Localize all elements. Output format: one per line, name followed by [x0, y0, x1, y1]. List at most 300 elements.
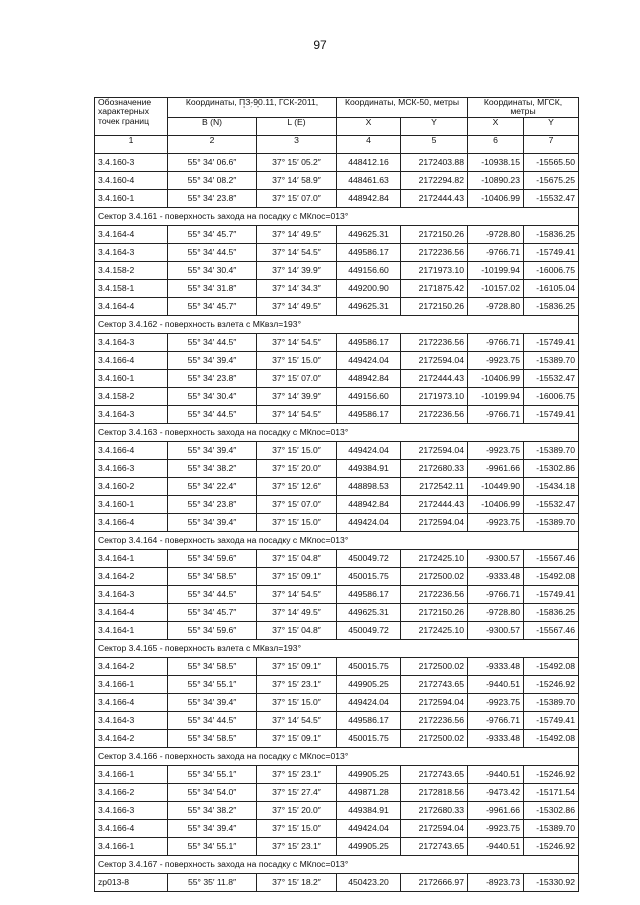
y-msk-cell: 2172500.02 — [401, 729, 468, 747]
x-mgsk-cell: -8923.73 — [468, 873, 524, 891]
y-msk-cell: 2172594.04 — [401, 819, 468, 837]
y-msk-cell: 2171875.42 — [401, 279, 468, 297]
latitude-cell: 55° 34′ 44.5″ — [168, 585, 257, 603]
x-mgsk-cell: -9923.75 — [468, 693, 524, 711]
table-row — [95, 261, 579, 279]
latitude-cell: 55° 34′ 30.4″ — [168, 387, 257, 405]
table-row — [95, 369, 579, 387]
y-mgsk-cell: -15492.08 — [524, 567, 579, 585]
x-msk-cell: 449625.31 — [337, 225, 401, 243]
point-id-cell: 3.4.166-3 — [95, 459, 168, 477]
latitude-cell: 55° 34′ 58.5″ — [168, 567, 257, 585]
longitude-cell: 37° 15′ 07.0″ — [257, 369, 337, 387]
y-msk-cell: 2172594.04 — [401, 351, 468, 369]
x-msk-cell: 448942.84 — [337, 369, 401, 387]
y-msk-cell: 2172236.56 — [401, 585, 468, 603]
table-row — [95, 711, 579, 729]
y-mgsk-cell: -15246.92 — [524, 675, 579, 693]
y-msk-cell: 2172150.26 — [401, 603, 468, 621]
x-mgsk-cell: -9766.71 — [468, 405, 524, 423]
latitude-cell: 55° 34′ 55.1″ — [168, 765, 257, 783]
latitude-cell: 55° 34′ 58.5″ — [168, 657, 257, 675]
y-msk-cell: 2172680.33 — [401, 801, 468, 819]
x-msk-cell: 449424.04 — [337, 693, 401, 711]
table-body — [95, 153, 579, 891]
y-mgsk-cell: -15749.41 — [524, 243, 579, 261]
longitude-cell: 37° 14′ 58.9″ — [257, 171, 337, 189]
point-id-cell: 3.4.158-2 — [95, 261, 168, 279]
table-row — [95, 405, 579, 423]
x-mgsk-cell: -9333.48 — [468, 657, 524, 675]
point-id-cell: 3.4.166-2 — [95, 783, 168, 801]
latitude-cell: 55° 34′ 39.4″ — [168, 693, 257, 711]
x-mgsk-cell: -9440.51 — [468, 675, 524, 693]
table-row — [95, 585, 579, 603]
y-msk-cell: 2172666.97 — [401, 873, 468, 891]
point-id-cell: 3.4.164-3 — [95, 585, 168, 603]
sector-label: Сектор 3.4.163 - поверхность захода на посадку с МКпос=013° — [95, 423, 579, 441]
point-id-cell: 3.4.160-4 — [95, 171, 168, 189]
header-pz-coordinates — [168, 98, 337, 118]
table-row — [95, 873, 579, 891]
table-row — [95, 441, 579, 459]
sector-label: Сектор 3.4.166 - поверхность захода на посадку с МКпос=013° — [95, 747, 579, 765]
y-mgsk-cell: -15836.25 — [524, 225, 579, 243]
y-mgsk-cell: -15389.70 — [524, 441, 579, 459]
x-msk-cell: 450015.75 — [337, 657, 401, 675]
y-mgsk-cell: -15565.50 — [524, 153, 579, 171]
table-row — [95, 153, 579, 171]
table-row — [95, 603, 579, 621]
latitude-cell: 55° 34′ 31.8″ — [168, 279, 257, 297]
column-number: 7 — [524, 135, 579, 153]
longitude-cell: 37° 14′ 54.5″ — [257, 585, 337, 603]
point-id-cell: 3.4.166-4 — [95, 441, 168, 459]
x-mgsk-cell: -9440.51 — [468, 765, 524, 783]
y-msk-cell: 2172150.26 — [401, 225, 468, 243]
point-id-cell: 3.4.160-1 — [95, 495, 168, 513]
sector-row — [95, 315, 579, 333]
y-msk-cell: 2172236.56 — [401, 243, 468, 261]
longitude-cell: 37° 15′ 15.0″ — [257, 819, 337, 837]
latitude-cell: 55° 34′ 44.5″ — [168, 333, 257, 351]
table-row — [95, 675, 579, 693]
y-mgsk-cell: -15302.86 — [524, 801, 579, 819]
table-row — [95, 693, 579, 711]
latitude-cell: 55° 34′ 44.5″ — [168, 243, 257, 261]
latitude-cell: 55° 34′ 23.8″ — [168, 495, 257, 513]
point-id-cell: 3.4.166-4 — [95, 819, 168, 837]
latitude-cell: 55° 34′ 39.4″ — [168, 513, 257, 531]
x-msk-cell: 450049.72 — [337, 621, 401, 639]
y-msk-cell: 2172444.43 — [401, 189, 468, 207]
latitude-cell: 55° 34′ 58.5″ — [168, 729, 257, 747]
y-msk-cell: 2172594.04 — [401, 693, 468, 711]
y-mgsk-cell: -15532.47 — [524, 495, 579, 513]
y-mgsk-cell: -15749.41 — [524, 585, 579, 603]
latitude-cell: 55° 34′ 55.1″ — [168, 837, 257, 855]
latitude-cell: 55° 34′ 08.2″ — [168, 171, 257, 189]
sector-row — [95, 855, 579, 873]
x-msk-cell: 450015.75 — [337, 729, 401, 747]
point-id-cell: 3.4.166-1 — [95, 837, 168, 855]
x-msk-cell: 448942.84 — [337, 495, 401, 513]
longitude-cell: 37° 14′ 39.9″ — [257, 261, 337, 279]
point-id-cell: 3.4.164-2 — [95, 567, 168, 585]
x-msk-cell: 449424.04 — [337, 819, 401, 837]
latitude-cell: 55° 35′ 11.8″ — [168, 873, 257, 891]
latitude-cell: 55° 34′ 44.5″ — [168, 405, 257, 423]
sector-row — [95, 423, 579, 441]
y-msk-cell: 2171973.10 — [401, 261, 468, 279]
x-mgsk-cell: -9923.75 — [468, 513, 524, 531]
point-id-cell: 3.4.164-4 — [95, 225, 168, 243]
table-row — [95, 819, 579, 837]
y-msk-cell: 2172594.04 — [401, 513, 468, 531]
table-row — [95, 351, 579, 369]
longitude-cell: 37° 15′ 15.0″ — [257, 441, 337, 459]
x-msk-cell: 449905.25 — [337, 837, 401, 855]
x-msk-cell: 449424.04 — [337, 351, 401, 369]
y-msk-cell: 2172236.56 — [401, 711, 468, 729]
column-number: 4 — [337, 135, 401, 153]
x-mgsk-cell: -9766.71 — [468, 333, 524, 351]
x-msk-cell: 449200.90 — [337, 279, 401, 297]
table-row — [95, 801, 579, 819]
x-mgsk-cell: -9961.66 — [468, 459, 524, 477]
x-mgsk-cell: -9473.42 — [468, 783, 524, 801]
subheader-y-msk: Y — [401, 117, 468, 135]
table-row — [95, 297, 579, 315]
x-msk-cell: 448898.53 — [337, 477, 401, 495]
x-msk-cell: 449156.60 — [337, 387, 401, 405]
table-row — [95, 333, 579, 351]
sector-label: Сектор 3.4.167 - поверхность захода на посадку с МКпос=013° — [95, 855, 579, 873]
latitude-cell: 55° 34′ 55.1″ — [168, 675, 257, 693]
x-msk-cell: 449625.31 — [337, 297, 401, 315]
point-id-cell: 3.4.164-3 — [95, 405, 168, 423]
point-id-cell: 3.4.166-1 — [95, 675, 168, 693]
table-row — [95, 837, 579, 855]
y-msk-cell: 2172444.43 — [401, 495, 468, 513]
latitude-cell: 55° 34′ 23.8″ — [168, 369, 257, 387]
point-id-cell: 3.4.158-2 — [95, 387, 168, 405]
x-msk-cell: 449156.60 — [337, 261, 401, 279]
latitude-cell: 55° 34′ 45.7″ — [168, 225, 257, 243]
latitude-cell: 55° 34′ 45.7″ — [168, 297, 257, 315]
longitude-cell: 37° 15′ 15.0″ — [257, 693, 337, 711]
x-msk-cell: 449424.04 — [337, 441, 401, 459]
longitude-cell: 37° 14′ 49.5″ — [257, 225, 337, 243]
x-mgsk-cell: -9923.75 — [468, 351, 524, 369]
x-msk-cell: 448942.84 — [337, 189, 401, 207]
longitude-cell: 37° 14′ 54.5″ — [257, 711, 337, 729]
longitude-cell: 37° 15′ 23.1″ — [257, 837, 337, 855]
y-mgsk-cell: -15836.25 — [524, 603, 579, 621]
sector-row — [95, 747, 579, 765]
table-row — [95, 387, 579, 405]
x-mgsk-cell: -9333.48 — [468, 567, 524, 585]
table-row — [95, 459, 579, 477]
y-mgsk-cell: -15836.25 — [524, 297, 579, 315]
y-mgsk-cell: -16105.04 — [524, 279, 579, 297]
subheader-y-mgsk: Y — [524, 117, 579, 135]
point-id-cell: 3.4.160-2 — [95, 477, 168, 495]
column-number: 5 — [401, 135, 468, 153]
y-mgsk-cell: -15492.08 — [524, 729, 579, 747]
y-msk-cell: 2171973.10 — [401, 387, 468, 405]
longitude-cell: 37° 15′ 23.1″ — [257, 765, 337, 783]
y-msk-cell: 2172444.43 — [401, 369, 468, 387]
y-mgsk-cell: -15246.92 — [524, 765, 579, 783]
point-id-cell: 3.4.164-1 — [95, 621, 168, 639]
longitude-cell: 37° 14′ 49.5″ — [257, 603, 337, 621]
latitude-cell: 55° 34′ 30.4″ — [168, 261, 257, 279]
y-mgsk-cell: -15492.08 — [524, 657, 579, 675]
longitude-cell: 37° 15′ 20.0″ — [257, 801, 337, 819]
latitude-cell: 55° 34′ 38.2″ — [168, 459, 257, 477]
y-msk-cell: 2172236.56 — [401, 405, 468, 423]
x-msk-cell: 449424.04 — [337, 513, 401, 531]
x-mgsk-cell: -9766.71 — [468, 243, 524, 261]
longitude-cell: 37° 15′ 27.4″ — [257, 783, 337, 801]
table-row — [95, 225, 579, 243]
longitude-cell: 37° 15′ 23.1″ — [257, 675, 337, 693]
point-id-cell: 3.4.164-4 — [95, 297, 168, 315]
y-mgsk-cell: -15675.25 — [524, 171, 579, 189]
x-mgsk-cell: -9440.51 — [468, 837, 524, 855]
sector-row — [95, 639, 579, 657]
table-row — [95, 189, 579, 207]
x-mgsk-cell: -9766.71 — [468, 585, 524, 603]
latitude-cell: 55° 34′ 39.4″ — [168, 441, 257, 459]
point-id-cell: 3.4.166-4 — [95, 351, 168, 369]
y-msk-cell: 2172542.11 — [401, 477, 468, 495]
longitude-cell: 37° 15′ 09.1″ — [257, 657, 337, 675]
table-row — [95, 729, 579, 747]
subheader-b: B (N) — [168, 117, 257, 135]
y-mgsk-cell: -15302.86 — [524, 459, 579, 477]
point-id-cell: 3.4.166-1 — [95, 765, 168, 783]
longitude-cell: 37° 14′ 54.5″ — [257, 243, 337, 261]
header-point-designation: Обозначение характерных точек границ — [95, 98, 168, 136]
point-id-cell: zp013-8 — [95, 873, 168, 891]
x-mgsk-cell: -9923.75 — [468, 819, 524, 837]
x-mgsk-cell: -10406.99 — [468, 189, 524, 207]
x-mgsk-cell: -9728.80 — [468, 603, 524, 621]
sector-label: Сектор 3.4.161 - поверхность захода на посадку с МКпос=013° — [95, 207, 579, 225]
y-msk-cell: 2172425.10 — [401, 549, 468, 567]
latitude-cell: 55° 34′ 59.6″ — [168, 549, 257, 567]
x-msk-cell: 449586.17 — [337, 405, 401, 423]
x-msk-cell: 449871.28 — [337, 783, 401, 801]
longitude-cell: 37° 14′ 34.3″ — [257, 279, 337, 297]
point-id-cell: 3.4.166-4 — [95, 513, 168, 531]
x-msk-cell: 449905.25 — [337, 675, 401, 693]
table-row — [95, 783, 579, 801]
page-number: 97 — [313, 38, 327, 52]
column-number: 6 — [468, 135, 524, 153]
longitude-cell: 37° 14′ 39.9″ — [257, 387, 337, 405]
table-row — [95, 243, 579, 261]
table-row — [95, 765, 579, 783]
longitude-cell: 37° 15′ 04.8″ — [257, 621, 337, 639]
y-msk-cell: 2172500.02 — [401, 567, 468, 585]
y-msk-cell: 2172294.82 — [401, 171, 468, 189]
sector-label: Сектор 3.4.165 - поверхность взлета с МКвзл=193° — [95, 639, 579, 657]
x-mgsk-cell: -10406.99 — [468, 495, 524, 513]
point-id-cell: 3.4.166-4 — [95, 693, 168, 711]
point-id-cell: 3.4.166-3 — [95, 801, 168, 819]
x-mgsk-cell: -10406.99 — [468, 369, 524, 387]
table-row — [95, 549, 579, 567]
x-msk-cell: 450423.20 — [337, 873, 401, 891]
x-mgsk-cell: -10449.90 — [468, 477, 524, 495]
x-mgsk-cell: -10938.15 — [468, 153, 524, 171]
table-row — [95, 171, 579, 189]
y-mgsk-cell: -15389.70 — [524, 351, 579, 369]
x-msk-cell: 448412.16 — [337, 153, 401, 171]
y-mgsk-cell: -15330.92 — [524, 873, 579, 891]
longitude-cell: 37° 14′ 49.5″ — [257, 297, 337, 315]
table-row — [95, 477, 579, 495]
table-row — [95, 567, 579, 585]
y-mgsk-cell: -15532.47 — [524, 369, 579, 387]
point-id-cell: 3.4.164-4 — [95, 603, 168, 621]
sector-row — [95, 531, 579, 549]
x-mgsk-cell: -10199.94 — [468, 387, 524, 405]
point-id-cell: 3.4.164-3 — [95, 711, 168, 729]
longitude-cell: 37° 15′ 12.6″ — [257, 477, 337, 495]
y-mgsk-cell: -15567.46 — [524, 549, 579, 567]
y-msk-cell: 2172680.33 — [401, 459, 468, 477]
column-numbers-row — [95, 135, 579, 153]
x-msk-cell: 450049.72 — [337, 549, 401, 567]
sector-label: Сектор 3.4.164 - поверхность захода на посадку с МКпос=013° — [95, 531, 579, 549]
sector-label: Сектор 3.4.162 - поверхность взлета с МКвзл=193° — [95, 315, 579, 333]
x-mgsk-cell: -9300.57 — [468, 621, 524, 639]
longitude-cell: 37° 15′ 09.1″ — [257, 567, 337, 585]
y-msk-cell: 2172743.65 — [401, 837, 468, 855]
latitude-cell: 55° 34′ 45.7″ — [168, 603, 257, 621]
latitude-cell: 55° 34′ 44.5″ — [168, 711, 257, 729]
table-row — [95, 621, 579, 639]
x-mgsk-cell: -10157.02 — [468, 279, 524, 297]
subheader-l: L (E) — [257, 117, 337, 135]
y-mgsk-cell: -15749.41 — [524, 405, 579, 423]
x-msk-cell: 449586.17 — [337, 333, 401, 351]
x-msk-cell: 449625.31 — [337, 603, 401, 621]
latitude-cell: 55° 34′ 23.8″ — [168, 189, 257, 207]
y-msk-cell: 2172743.65 — [401, 765, 468, 783]
header-pz-units: ° ′ ″ — [243, 106, 261, 113]
longitude-cell: 37° 14′ 54.5″ — [257, 405, 337, 423]
point-id-cell: 3.4.160-1 — [95, 369, 168, 387]
longitude-cell: 37° 15′ 09.1″ — [257, 729, 337, 747]
x-mgsk-cell: -10890.23 — [468, 171, 524, 189]
latitude-cell: 55° 34′ 06.6″ — [168, 153, 257, 171]
x-mgsk-cell: -9961.66 — [468, 801, 524, 819]
point-id-cell: 3.4.158-1 — [95, 279, 168, 297]
y-mgsk-cell: -15389.70 — [524, 693, 579, 711]
longitude-cell: 37° 15′ 07.0″ — [257, 189, 337, 207]
x-msk-cell: 449586.17 — [337, 243, 401, 261]
point-id-cell: 3.4.164-3 — [95, 243, 168, 261]
sector-row — [95, 207, 579, 225]
y-msk-cell: 2172818.56 — [401, 783, 468, 801]
point-id-cell: 3.4.164-3 — [95, 333, 168, 351]
y-mgsk-cell: -15246.92 — [524, 837, 579, 855]
latitude-cell: 55° 34′ 39.4″ — [168, 351, 257, 369]
x-mgsk-cell: -9728.80 — [468, 225, 524, 243]
table-row — [95, 495, 579, 513]
header-msk-coordinates: Координаты, МСК-50, метры — [337, 98, 468, 118]
x-msk-cell: 449384.91 — [337, 801, 401, 819]
y-mgsk-cell: -16006.75 — [524, 261, 579, 279]
y-mgsk-cell: -15434.18 — [524, 477, 579, 495]
column-number: 3 — [257, 135, 337, 153]
table-row — [95, 657, 579, 675]
header-mgsk-coordinates: Координаты, МГСК, метры — [468, 98, 579, 118]
table-row — [95, 513, 579, 531]
y-mgsk-cell: -15389.70 — [524, 513, 579, 531]
x-mgsk-cell: -10199.94 — [468, 261, 524, 279]
longitude-cell: 37° 15′ 04.8″ — [257, 549, 337, 567]
point-id-cell: 3.4.160-1 — [95, 189, 168, 207]
latitude-cell: 55° 34′ 39.4″ — [168, 819, 257, 837]
x-mgsk-cell: -9728.80 — [468, 297, 524, 315]
longitude-cell: 37° 15′ 15.0″ — [257, 351, 337, 369]
point-id-cell: 3.4.164-2 — [95, 657, 168, 675]
longitude-cell: 37° 15′ 07.0″ — [257, 495, 337, 513]
x-mgsk-cell: -9766.71 — [468, 711, 524, 729]
point-id-cell: 3.4.164-2 — [95, 729, 168, 747]
x-mgsk-cell: -9923.75 — [468, 441, 524, 459]
header-pz-title: Координаты, ПЗ-90.11, ГСК-2011, — [185, 97, 319, 107]
y-mgsk-cell: -15749.41 — [524, 711, 579, 729]
y-mgsk-cell: -15749.41 — [524, 333, 579, 351]
y-msk-cell: 2172594.04 — [401, 441, 468, 459]
y-msk-cell: 2172150.26 — [401, 297, 468, 315]
table-row — [95, 279, 579, 297]
y-mgsk-cell: -15567.46 — [524, 621, 579, 639]
y-mgsk-cell: -16006.75 — [524, 387, 579, 405]
y-msk-cell: 2172425.10 — [401, 621, 468, 639]
y-msk-cell: 2172403.88 — [401, 153, 468, 171]
latitude-cell: 55° 34′ 22.4″ — [168, 477, 257, 495]
longitude-cell: 37° 15′ 15.0″ — [257, 513, 337, 531]
subheader-x-mgsk: X — [468, 117, 524, 135]
x-msk-cell: 449586.17 — [337, 711, 401, 729]
longitude-cell: 37° 15′ 20.0″ — [257, 459, 337, 477]
y-msk-cell: 2172236.56 — [401, 333, 468, 351]
column-number: 1 — [95, 135, 168, 153]
x-msk-cell: 449384.91 — [337, 459, 401, 477]
y-mgsk-cell: -15171.54 — [524, 783, 579, 801]
column-number: 2 — [168, 135, 257, 153]
y-mgsk-cell: -15532.47 — [524, 189, 579, 207]
x-mgsk-cell: -9333.48 — [468, 729, 524, 747]
latitude-cell: 55° 34′ 38.2″ — [168, 801, 257, 819]
y-msk-cell: 2172500.02 — [401, 657, 468, 675]
x-mgsk-cell: -9300.57 — [468, 549, 524, 567]
point-id-cell: 3.4.164-1 — [95, 549, 168, 567]
x-msk-cell: 449586.17 — [337, 585, 401, 603]
x-msk-cell: 449905.25 — [337, 765, 401, 783]
y-msk-cell: 2172743.65 — [401, 675, 468, 693]
y-mgsk-cell: -15389.70 — [524, 819, 579, 837]
point-id-cell: 3.4.160-3 — [95, 153, 168, 171]
